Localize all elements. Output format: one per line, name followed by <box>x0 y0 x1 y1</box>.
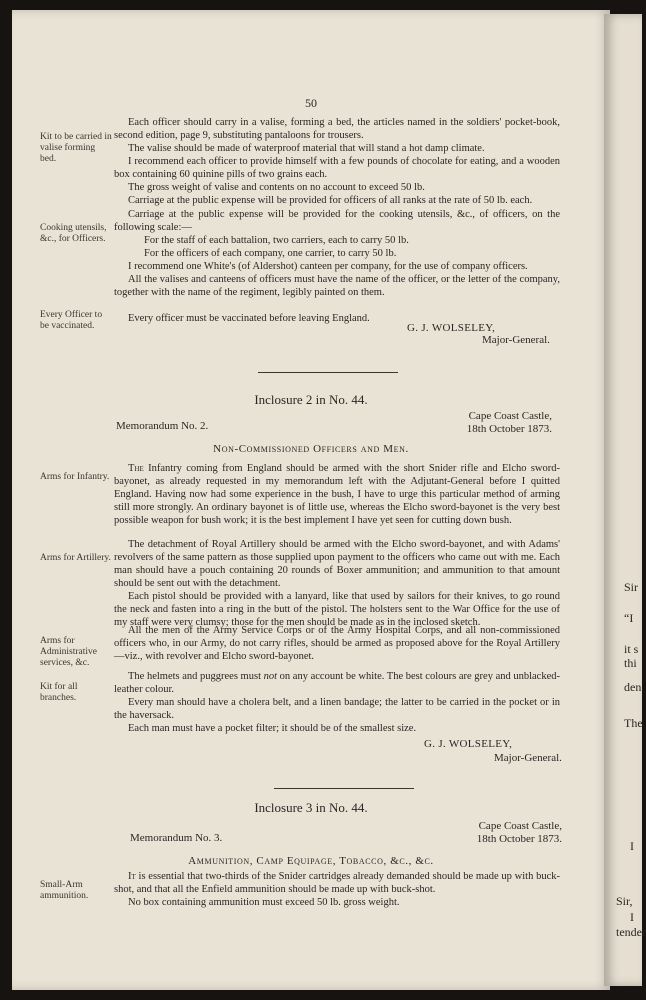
facing-text: Sir, <box>616 894 633 908</box>
margin-note-vaccinated: Every Officer to be vaccinated. <box>40 310 103 331</box>
text-line: The gross weight of valise and contents on no account to exceed 50 lb. <box>128 182 425 193</box>
facing-text: tender <box>616 925 646 939</box>
text-line: Each pistol should be provided with a lanyard, like that used by sailors for their knives, to go round the neck and fasten into a ring in the butt of the pistol. The holsters sent to the War Office for the use of my staff were very clumsy; those for the men should be made as in the inclosed sketch. <box>114 591 560 628</box>
text-body: is essential that two-thirds of the Snider cartridges already demanded should be made up with buck-shot, and that all the Enfield ammunition should be made up with buck-shot. <box>114 871 560 895</box>
text-line: The detachment of Royal Artillery should be armed with the Elcho sword-bayonet, and with Adams' revolvers of the same pattern as those supplied upon payment to the officers who came out with me. Each man should have a pouch containing 20 rounds of Boxer ammunition; and ammunition to that amount should be sent out with the detachment. <box>114 539 560 589</box>
facing-text: I <box>630 910 634 924</box>
text-line: I recommend one White's (of Aldershot) canteen per company, for the use of company officers. <box>128 261 528 272</box>
text-line: Every officer must be vaccinated before leaving England. <box>128 313 370 324</box>
text-line <box>114 870 560 896</box>
text-line: I recommend each officer to provide himself with a few pounds of chocolate for eating, and a wooden box containing 60 quinine pills of two grains each. <box>114 156 560 180</box>
place-date <box>392 410 552 436</box>
facing-text: “I <box>624 611 634 625</box>
date: 18th October 1873. <box>476 833 562 845</box>
paragraph-artillery <box>114 538 560 629</box>
inclosure-2-title: Inclosure 2 in No. 44. <box>254 392 368 407</box>
facing-text: Sir <box>624 580 639 594</box>
text-line: All the valises and canteens of officers must have the name of the officer, or the letter of the company, together with the name of the regiment, legibly painted on them. <box>114 274 560 298</box>
memorandum-3: Memorandum No. 3. <box>130 832 223 844</box>
document-page <box>12 10 610 990</box>
paragraph-administrative <box>114 624 560 663</box>
section-heading-3: Ammunition, Camp Equipage, Tobacco, &c., &c. <box>188 855 434 867</box>
signature-rank: Major-General. <box>482 334 550 346</box>
lead-word: It <box>128 871 136 882</box>
text-line: Each officer should carry in a valise, forming a bed, the articles named in the soldiers' pocket-book, second edition, page 9, substituting pantaloons for trousers. <box>114 117 560 141</box>
facing-text: The <box>624 716 643 730</box>
facing-text: it s <box>624 642 639 656</box>
facing-text: den <box>624 680 642 694</box>
facing-text: I <box>630 839 634 853</box>
margin-note-ammunition: Small-Arm ammunition. <box>40 880 89 901</box>
signature-wolseley-2: G. J. WOLSELEY, <box>424 738 513 750</box>
paragraph-kit-all <box>114 670 560 735</box>
text-line: Carriage at the public expense will be provided for the cooking utensils, &c., of officers, on the following scale:— <box>114 209 560 233</box>
text-line: The valise should be made of waterproof material that will stand a hot damp climate. <box>128 143 485 154</box>
text-line: For the staff of each battalion, two carriers, each to carry 50 lb. <box>144 235 409 246</box>
margin-note-infantry: Arms for Infantry. <box>40 472 110 482</box>
text-line: All the men of the Army Service Corps or of the Army Hospital Corps, and all non-commissioned officers who, in our Army, do not carry rifles, should be armed as proposed above for the Royal Artillery —viz., with revolver and Elcho sword-bayonet. <box>114 625 560 662</box>
text-line: No box containing ammunition must exceed 50 lb. gross weight. <box>128 897 400 908</box>
signature-wolseley: G. J. WOLSELEY, <box>407 322 496 334</box>
facing-page <box>604 14 646 986</box>
lead-word: The <box>128 463 144 474</box>
memorandum-2: Memorandum No. 2. <box>116 420 209 432</box>
margin-note-artillery: Arms for Artillery. <box>40 553 111 563</box>
text-line: For the officers of each company, one carrier, to carry 50 lb. <box>144 248 397 259</box>
inclosure-3-title: Inclosure 3 in No. 44. <box>254 800 368 815</box>
text-run: on any account be white. The best colours are grey and unblacked-leather colour. <box>114 671 561 695</box>
place: Cape Coast Castle, <box>478 820 562 832</box>
facing-text: thi <box>624 656 637 670</box>
margin-note-cooking: Cooking utensils, &c., for Officers. <box>40 223 107 244</box>
margin-note-kit: Kit to be carried in valise forming bed. <box>40 132 112 164</box>
place: Cape Coast Castle, <box>468 410 552 422</box>
place-date-3 <box>402 820 562 846</box>
emphasis: not <box>263 671 278 682</box>
date: 18th October 1873. <box>466 423 552 435</box>
text-line <box>114 670 560 696</box>
margin-note-kit-all: Kit for all branches. <box>40 682 78 703</box>
text-body: Infantry coming from England should be armed with the short Snider rifle and Elcho sword-bayonet, as already requested in my memorandum left with the Adjutant-General before I quitted England. Having now had some experience in the bush, I have to urge this particular method of arming still more strongly. An ordinary bayonet is of little use, whereas the Elcho sword-bayonet is the very best possible weapon for bush work; it is the best implement I have yet seen for cutting down bush. <box>114 463 561 526</box>
divider <box>258 372 398 373</box>
page-number: 50 <box>305 96 317 110</box>
text-run: The helmets and puggrees must <box>128 671 264 682</box>
text-line <box>114 462 560 527</box>
paragraph-officer-kit <box>114 116 560 207</box>
paragraph-ammunition <box>114 870 560 909</box>
text-line: Carriage at the public expense will be provided for officers of all ranks at the rate of 50 lb. each. <box>128 195 533 206</box>
divider <box>274 788 414 789</box>
margin-note-administrative: Arms for Administrative services, &c. <box>40 636 97 668</box>
text-line: Every man should have a cholera belt, and a linen bandage; the latter to be carried in the pocket or in the haversack. <box>114 697 560 721</box>
paragraph-cooking <box>114 208 560 299</box>
text-line: Each man must have a pocket filter; it should be of the smallest size. <box>128 723 417 734</box>
paragraph-infantry <box>114 462 560 527</box>
section-heading: Non-Commissioned Officers and Men. <box>213 443 409 455</box>
signature-rank-2: Major-General. <box>494 752 562 764</box>
